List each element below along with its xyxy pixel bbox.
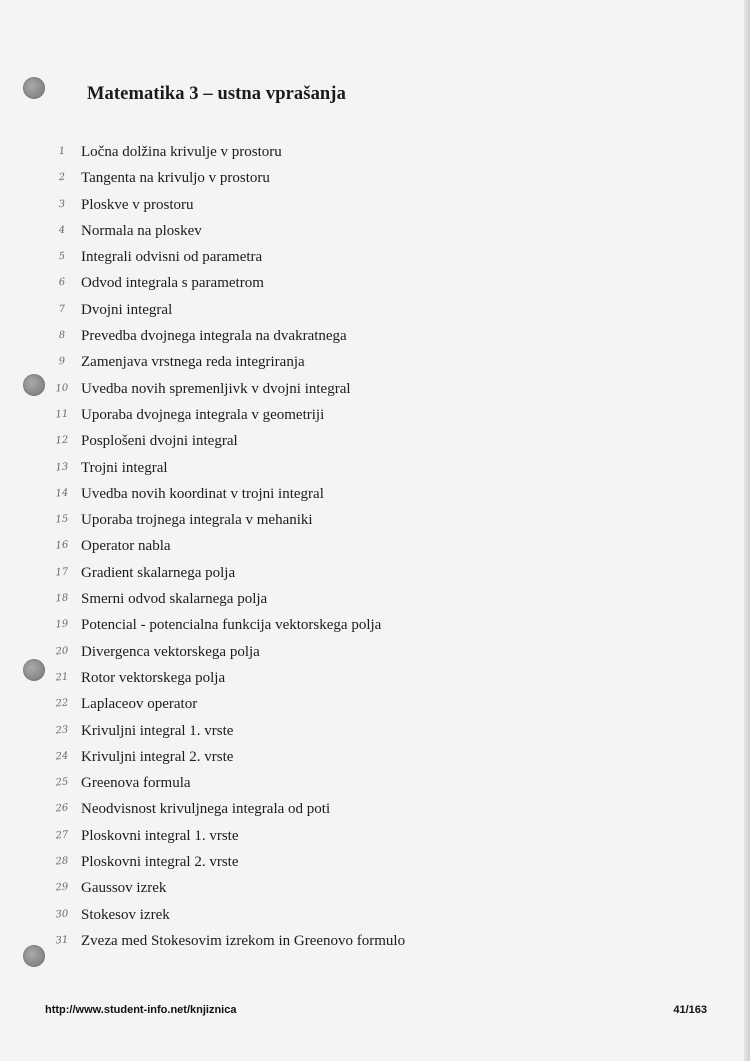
handwritten-number: 29	[55, 881, 69, 894]
document-title: Matematika 3 – ustna vprašanja	[87, 84, 346, 104]
handwritten-number: 7	[58, 303, 66, 315]
question-label: Uporaba dvojnega integrala v geometriji	[81, 406, 325, 423]
question-label: Stokesov izrek	[81, 906, 170, 923]
footer-page-number: 41/163	[673, 1004, 707, 1016]
question-label: Divergenca vektorskega polja	[81, 643, 260, 660]
handwritten-number: 18	[55, 592, 69, 605]
question-item	[0, 691, 750, 717]
question-item	[0, 297, 750, 323]
handwritten-number: 4	[58, 224, 66, 237]
handwritten-number: 16	[55, 540, 69, 552]
question-item	[0, 270, 750, 296]
handwritten-number: 14	[55, 487, 69, 500]
question-label: Ploskovni integral 2. vrste	[81, 854, 239, 871]
question-label: Gaussov izrek	[81, 880, 167, 897]
question-item	[0, 849, 750, 875]
question-item	[0, 533, 750, 559]
question-item	[0, 428, 750, 454]
question-label: Normala na ploskev	[81, 222, 202, 239]
question-label: Neodvisnost krivuljnega integrala od poti	[81, 801, 331, 818]
question-item	[0, 218, 750, 244]
question-label: Krivuljni integral 1. vrste	[81, 722, 234, 739]
question-item	[0, 902, 750, 928]
handwritten-number: 11	[55, 408, 69, 421]
question-item	[0, 192, 750, 218]
question-label: Krivuljni integral 2. vrste	[81, 748, 234, 765]
question-label: Trojni integral	[81, 459, 168, 476]
handwritten-number: 31	[55, 934, 69, 947]
question-label: Laplaceov operator	[81, 696, 198, 713]
question-label: Odvod integrala s parametrom	[81, 275, 264, 292]
question-item	[0, 139, 750, 165]
handwritten-number: 9	[58, 356, 66, 368]
question-label: Smerni odvod skalarnega polja	[81, 591, 268, 608]
handwritten-number: 27	[55, 829, 69, 842]
question-item	[0, 823, 750, 849]
handwritten-number: 3	[58, 198, 66, 210]
question-label: Potencial - potencialna funkcija vektorskega polja	[81, 617, 382, 634]
question-label: Ploskve v prostoru	[81, 196, 194, 213]
question-label: Integrali odvisni od parametra	[81, 249, 263, 266]
question-label: Gradient skalarnega polja	[81, 564, 236, 581]
question-item	[0, 244, 750, 270]
question-label: Uporaba trojnega integrala v mehaniki	[81, 512, 313, 529]
handwritten-number: 30	[55, 908, 69, 921]
question-item	[0, 165, 750, 191]
question-label: Prevedba dvojnega integrala na dvakratnega	[81, 328, 347, 345]
question-item	[0, 507, 750, 533]
question-item	[0, 612, 750, 638]
question-item	[0, 376, 750, 402]
question-label: Zamenjava vrstnega reda integriranja	[81, 354, 305, 371]
question-item	[0, 481, 750, 507]
handwritten-number: 17	[55, 566, 69, 579]
question-item	[0, 875, 750, 901]
handwritten-number: 2	[58, 172, 66, 184]
question-item	[0, 665, 750, 691]
question-label: Dvojni integral	[81, 301, 173, 318]
handwritten-number: 19	[55, 618, 69, 631]
handwritten-number: 20	[55, 645, 69, 658]
handwritten-number: 12	[55, 434, 69, 447]
footer-url[interactable]: http://www.student-info.net/knjiznica	[45, 1004, 237, 1016]
question-label: Operator nabla	[81, 538, 171, 555]
handwritten-number: 23	[55, 724, 69, 736]
question-item	[0, 718, 750, 744]
handwritten-number: 21	[55, 671, 69, 684]
question-item	[0, 796, 750, 822]
question-label: Uvedba novih koordinat v trojni integral	[81, 485, 324, 502]
question-item	[0, 560, 750, 586]
question-label: Uvedba novih spremenljivk v dvojni integral	[81, 380, 351, 397]
question-item	[0, 770, 750, 796]
question-label: Greenova formula	[81, 775, 191, 792]
handwritten-number: 6	[58, 277, 66, 289]
question-label: Rotor vektorskega polja	[81, 669, 226, 686]
handwritten-number: 24	[55, 750, 69, 763]
handwritten-number: 13	[55, 461, 69, 473]
question-item	[0, 928, 750, 954]
question-item	[0, 349, 750, 375]
question-label: Posplošeni dvojni integral	[81, 433, 238, 450]
handwritten-number: 15	[55, 513, 69, 526]
handwritten-number: 1	[58, 145, 66, 158]
question-item	[0, 323, 750, 349]
handwritten-number: 5	[58, 250, 66, 263]
question-item	[0, 639, 750, 665]
question-list	[0, 139, 750, 954]
handwritten-number: 22	[55, 697, 69, 710]
question-item	[0, 455, 750, 481]
question-label: Zveza med Stokesovim izrekom in Greenovo formulo	[81, 932, 406, 949]
question-label: Ploskovni integral 1. vrste	[81, 827, 239, 844]
question-label: Tangenta na krivuljo v prostoru	[81, 170, 270, 187]
question-item	[0, 586, 750, 612]
question-item	[0, 402, 750, 428]
handwritten-number: 10	[55, 382, 69, 395]
handwritten-number: 26	[55, 802, 69, 815]
question-item	[0, 744, 750, 770]
handwritten-number: 8	[58, 329, 66, 342]
question-label: Ločna dolžina krivulje v prostoru	[81, 144, 282, 160]
handwritten-number: 28	[55, 855, 69, 868]
punch-hole	[23, 77, 45, 99]
handwritten-number: 25	[55, 776, 69, 789]
